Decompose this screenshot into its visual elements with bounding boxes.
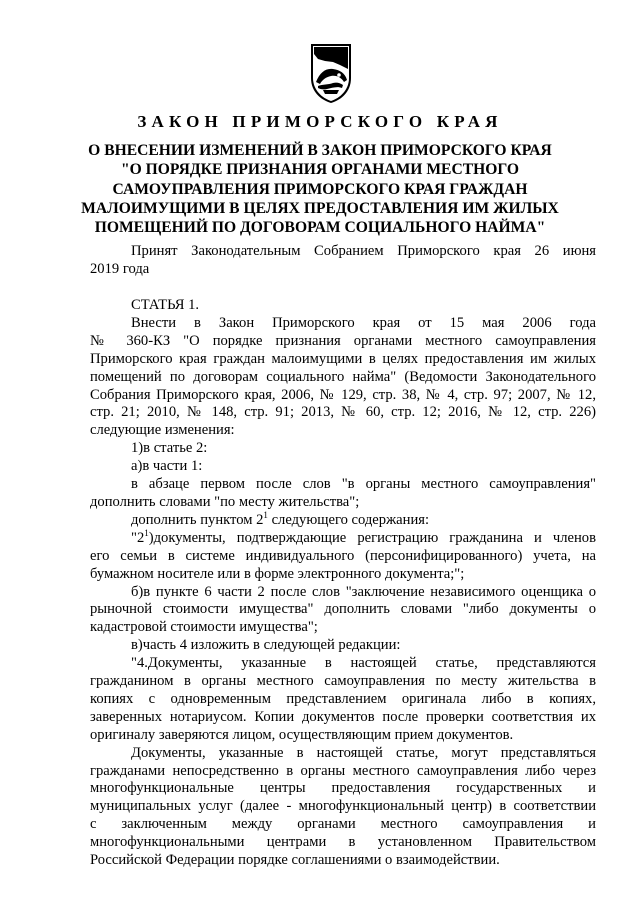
law-title: ЗАКОН ПРИМОРСКОГО КРАЯ bbox=[137, 112, 503, 131]
adoption-note bbox=[90, 243, 596, 279]
text-line: его семьи в системе индивидуального (персонифицированного) учета, на bbox=[90, 547, 596, 564]
paragraph-a bbox=[90, 476, 596, 512]
subtitle-line: САМОУПРАВЛЕНИЯ ПРИМОРСКОГО КРАЯ ГРАЖДАН bbox=[112, 180, 528, 198]
text-line: Принят Законодательным Собранием Приморского края 26 июня bbox=[131, 243, 596, 259]
superscript: 1 bbox=[144, 527, 149, 538]
subtitle-line: О ВНЕСЕНИИ ИЗМЕНЕНИЙ В ЗАКОН ПРИМОРСКОГО КРАЯ bbox=[88, 142, 552, 159]
text-line: бумажном носителе или в форме электронного документа;"; bbox=[90, 565, 465, 582]
part4-paragraph-2 bbox=[90, 745, 596, 870]
text-line: помещений по договорам социального найма" (Ведомости Законодательного bbox=[90, 368, 596, 385]
text-line: гражданином в органы местного самоуправления по месту жительства в bbox=[90, 673, 596, 690]
text-line: многофункциональные центры предоставления государственных и bbox=[90, 780, 596, 797]
text-line: оригиналу заверяются лицом, осуществляющим прием документов. bbox=[90, 726, 514, 743]
text-line: Собрания Приморского края, 2006, № 129, стр. 38, № 4, стр. 97; 2007, № 12, bbox=[90, 386, 596, 403]
text-line: Внести в Закон Приморского края от 15 мая 2006 года bbox=[131, 314, 596, 331]
item-v: в)часть 4 изложить в следующей редакции: bbox=[131, 637, 401, 654]
part4-paragraph-1 bbox=[90, 655, 596, 745]
subtitle-line: "О ПОРЯДКЕ ПРИЗНАНИЯ ОРГАНАМИ МЕСТНОГО bbox=[120, 161, 520, 179]
quoted-point-paragraph bbox=[90, 527, 596, 584]
text-line: Приморского края граждан малоимущими в целях предоставления им жилых bbox=[90, 350, 596, 367]
text-line: Документы, указанные в настоящей статье, могут представляться bbox=[131, 744, 596, 761]
superscript: 1 bbox=[263, 510, 268, 521]
text-line: дополнить словами "по месту жительства"; bbox=[90, 493, 360, 510]
text-line: стр. 21; 2010, № 148, стр. 91; 2013, № 60, стр. 12; 2016, № 12, стр. 226) bbox=[90, 404, 596, 421]
item-1: 1)в статье 2: bbox=[131, 440, 208, 457]
item-b bbox=[90, 584, 596, 638]
adoption-paragraph bbox=[90, 243, 596, 279]
add-point-paragraph: дополнить пунктом $2^1$ следующего содержания: bbox=[131, 510, 430, 528]
text-line: рыночной стоимости имущества" дополнить словами "либо документы о bbox=[90, 601, 596, 618]
text-line: с заключенным между органами местного самоуправления и bbox=[90, 816, 596, 833]
text-line: "$2^1)документы$, подтверждающие регистрацию гражданина и членов bbox=[131, 527, 596, 546]
text-line: заверенных нотариусом. Копии документов после проверки соответствия их bbox=[90, 708, 596, 725]
text-line: муниципальных услуг (далее - многофункциональный центр) в соответствии bbox=[90, 798, 596, 815]
text-line: многофункциональными центрами в установленном Правительством bbox=[90, 834, 596, 851]
text-line: кадастровой стоимости имущества"; bbox=[90, 619, 318, 636]
text-line: Российской Федерации порядке соглашениями о взаимодействии. bbox=[90, 852, 500, 869]
text-line: следующие изменения: bbox=[90, 422, 235, 439]
text-line: гражданами непосредственно в органы местного самоуправления либо через bbox=[90, 762, 596, 779]
text-line: б)в пункте 6 части 2 после слов "заключение независимого оценщика о bbox=[131, 583, 596, 600]
article-body bbox=[90, 297, 596, 870]
law-subtitle bbox=[80, 141, 560, 237]
subtitle-line: МАЛОИМУЩИМИ В ЦЕЛЯХ ПРЕДОСТАВЛЕНИЯ ИМ ЖИЛЫХ bbox=[81, 199, 559, 217]
item-1a: а)в части 1: bbox=[131, 458, 203, 475]
text-line: копиях с одновременным представлением оригинала либо в копиях, bbox=[90, 690, 596, 707]
text-line: "4.Документы, указанные в настоящей статье, представляются bbox=[131, 655, 596, 672]
coat-of-arms-emblem bbox=[309, 42, 353, 104]
intro-paragraph bbox=[90, 315, 596, 440]
article-heading: СТАТЬЯ 1. bbox=[131, 297, 200, 313]
subtitle-line: ПОМЕЩЕНИЙ ПО ДОГОВОРАМ СОЦИАЛЬНОГО НАЙМА" bbox=[94, 219, 546, 237]
text-line: № 360-КЗ "О порядке признания органами местного самоуправления bbox=[90, 332, 596, 349]
text-line: 2019 года bbox=[90, 260, 150, 277]
text-line: в абзаце первом после слов "в органы местного самоуправления" bbox=[131, 476, 596, 493]
